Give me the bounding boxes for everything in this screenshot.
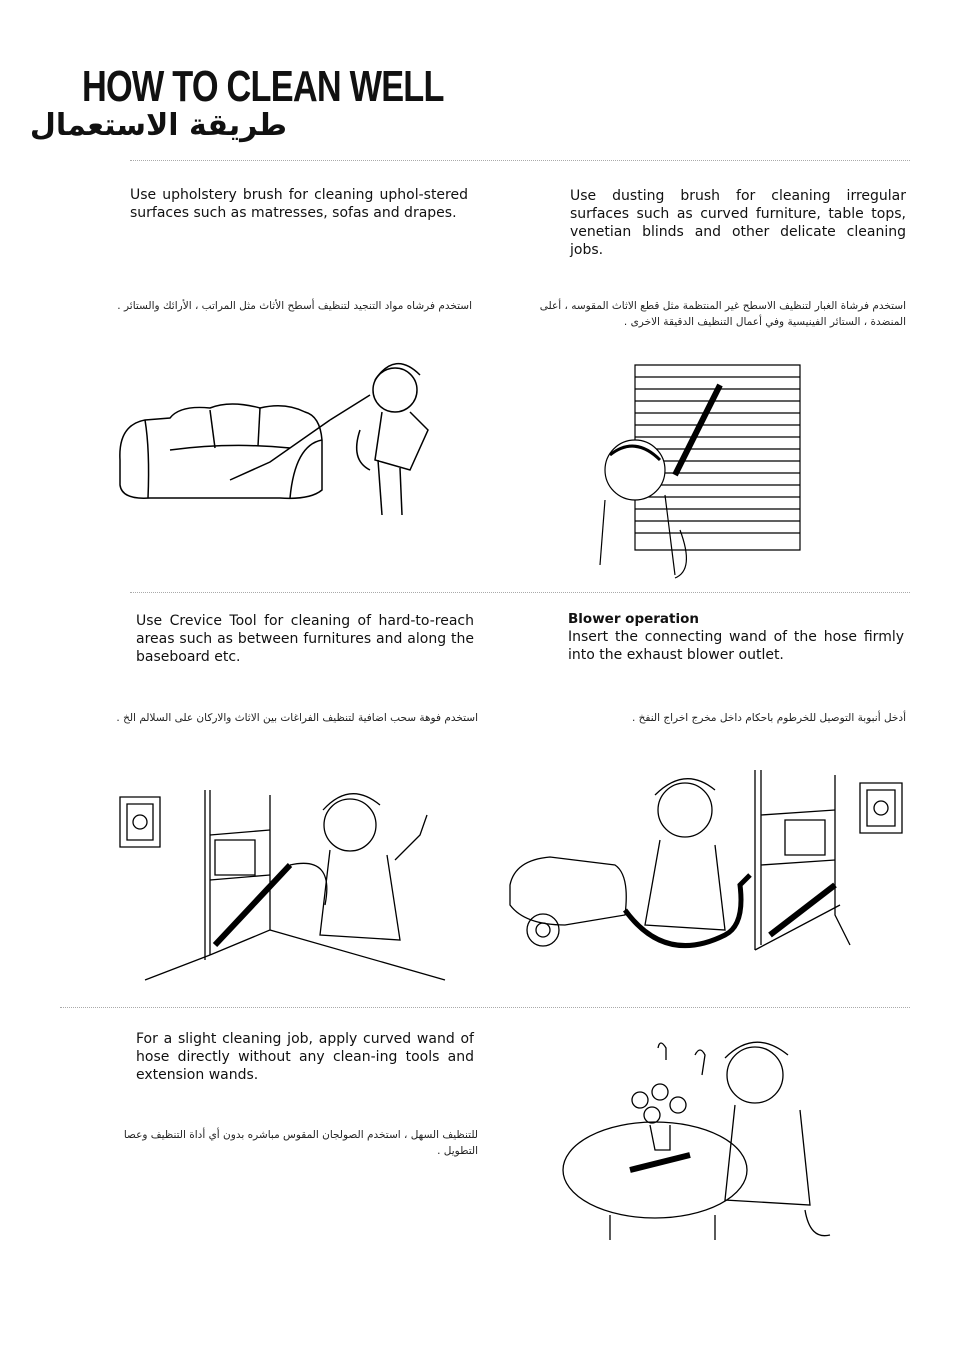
instruction-text-arabic: استخدم فرشاة الغبار لتنظيف الاسطح غير المنتظمة مثل قطع الاثاث المقوسه ، أعلى المنضدة ، الستائر الفينيسية وفي أعمال التنظيف الدقيقة الاخرى . (539, 300, 906, 328)
crevice-tool-illustration (115, 775, 455, 985)
blinds-vacuum-illustration (580, 360, 810, 580)
page-title-arabic: طريقة الاستعمال (29, 108, 287, 143)
instruction-text-arabic: استخدم فوهة سحب اضافية لتنظيف الفراغات بين الاثاث والاركان على السلالم الخ . (116, 712, 478, 724)
instruction-text: Use dusting brush for cleaning irregular surfaces such as curved furniture, table tops, venetian blinds and other delicate cleaning jobs. (570, 188, 906, 258)
divider (60, 1007, 910, 1008)
table-cleaning-illustration (560, 1030, 840, 1250)
instruction-text: Insert the connecting wand of the hose firmly into the exhaust blower outlet. (568, 629, 904, 663)
page-title: HOW TO CLEAN WELL (82, 62, 444, 111)
instruction-text: Use upholstery brush for cleaning uphol-stered surfaces such as matresses, sofas and drapes. (130, 187, 468, 221)
section-heading: Blower operation (568, 611, 700, 627)
divider (130, 592, 910, 593)
divider (130, 160, 910, 161)
instruction-text-arabic: أدخل أنبوبة التوصيل للخرطوم باحكام داخل مخرج اخراج النفخ . (631, 712, 906, 724)
instruction-text-arabic: استخدم فرشاه مواد التنجيد لتنظيف أسطح الأثاث مثل المراتب ، الأرائك والستائر . (117, 300, 472, 312)
sofa-vacuum-illustration (110, 350, 440, 520)
instruction-text: For a slight cleaning job, apply curved wand of hose directly without any clean-ing tools and extension wands. (136, 1031, 474, 1083)
instruction-text-arabic: للتنظيف السهل ، استخدم الصولجان المقوس مباشره بدون أي أداة التنظيف وعصا التطويل . (123, 1129, 478, 1157)
blower-operation-illustration (505, 765, 915, 975)
instruction-text: Use Crevice Tool for cleaning of hard-to-reach areas such as between furnitures and along the baseboard etc. (136, 613, 474, 665)
